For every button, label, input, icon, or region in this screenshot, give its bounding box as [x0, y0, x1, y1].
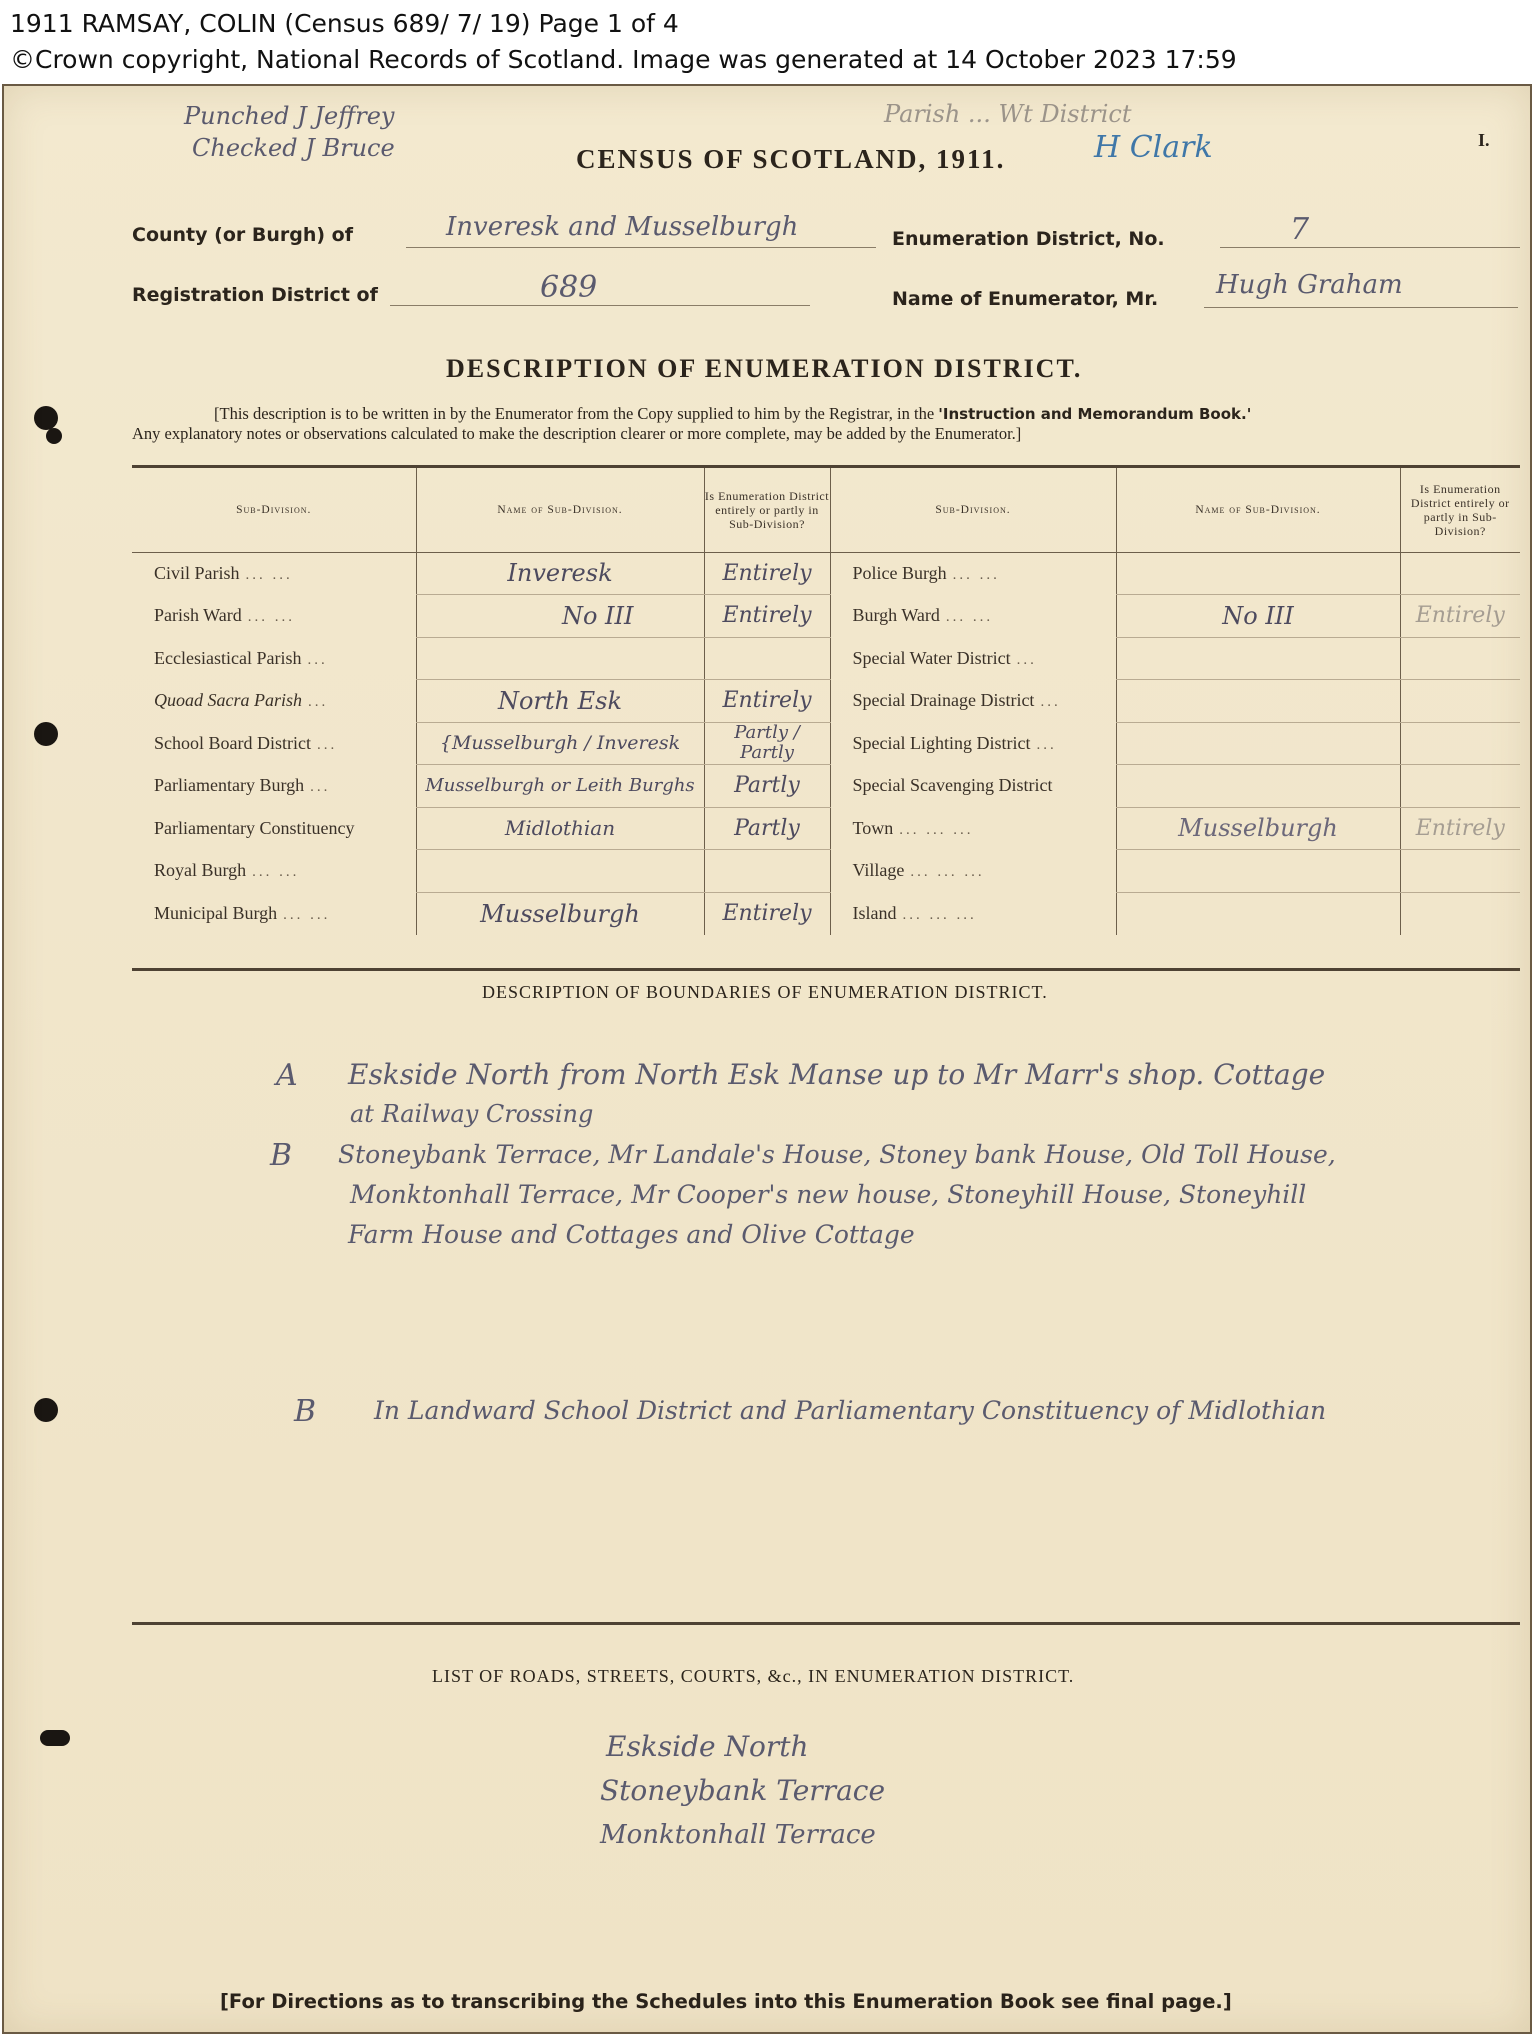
- row-status-right: [1400, 552, 1520, 595]
- faint-annotation: Parish ... Wt District: [884, 100, 1132, 128]
- col-is-entirely-right: Is Enumeration District entirely or partly in Sub-Division?: [1400, 468, 1520, 552]
- row-status: [704, 850, 830, 893]
- row-name: Midlothian: [416, 807, 704, 850]
- row-label: Royal Burgh ... ...: [154, 860, 300, 881]
- col-is-entirely: Is Enumeration District entirely or partly in Sub-Division?: [704, 468, 830, 552]
- row-status-right: Entirely: [1400, 595, 1520, 638]
- row-name: No III: [416, 595, 704, 638]
- row-label-right: Police Burgh ... ...: [830, 552, 1116, 595]
- row-name: {Musselburgh / Inveresk: [416, 722, 704, 765]
- table-bottom-rule: [132, 968, 1520, 971]
- table-row: [132, 637, 1520, 680]
- row-name: Inveresk: [416, 552, 704, 595]
- checked-note: Checked J Bruce: [192, 134, 395, 162]
- table-row: [132, 680, 1520, 723]
- row-label: Civil Parish ... ...: [154, 563, 293, 583]
- row-name-right: [1116, 680, 1400, 723]
- image-header: [0, 0, 1536, 84]
- sub-division-table: [132, 468, 1520, 935]
- row-name-right: Musselburgh: [1116, 807, 1400, 850]
- table-row: [132, 765, 1520, 808]
- enumerator-value: Hugh Graham: [1204, 270, 1518, 308]
- row-name-right: [1116, 722, 1400, 765]
- page-number: I.: [1478, 130, 1490, 150]
- col-sub-division: Sub-Division.: [132, 468, 416, 552]
- instruction-book-title: 'Instruction and Memorandum Book.': [938, 405, 1252, 423]
- ed-value: 7: [1220, 212, 1520, 248]
- census-page: [2, 84, 1532, 2034]
- footer-directions: [For Directions as to transcribing the Schedules into this Enumeration Book see final page.]: [220, 1990, 1232, 2013]
- row-name-right: [1116, 892, 1400, 935]
- punch-hole: [34, 722, 58, 746]
- description-heading: DESCRIPTION OF ENUMERATION DISTRICT.: [446, 354, 1083, 383]
- boundary-letter-b2: B: [294, 1394, 317, 1429]
- row-status-right: [1400, 850, 1520, 893]
- row-label-right: Special Scavenging District: [830, 765, 1116, 808]
- col-sub-division-right: Sub-Division.: [830, 468, 1116, 552]
- row-name-right: [1116, 850, 1400, 893]
- row-label: Quoad Sacra Parish ...: [154, 690, 329, 711]
- row-name: Musselburgh: [416, 892, 704, 935]
- row-status: Partly / Partly: [704, 722, 830, 765]
- row-status-right: [1400, 680, 1520, 723]
- boundary-letter-a: A: [276, 1058, 298, 1093]
- boundary-b-line-1: Stoneybank Terrace, Mr Landale's House, Stoney bank House, Old Toll House,: [338, 1140, 1336, 1169]
- row-status-right: [1400, 892, 1520, 935]
- table-row: [132, 552, 1520, 595]
- row-label-right: Special Lighting District ...: [830, 722, 1116, 765]
- row-label: Parliamentary Burgh ...: [154, 775, 331, 796]
- row-status-right: [1400, 722, 1520, 765]
- enumerator-label: Name of Enumerator, Mr.: [892, 288, 1159, 310]
- boundary-letter-b: B: [270, 1138, 293, 1173]
- road-item: Stoneybank Terrace: [600, 1774, 886, 1807]
- header-line-2: ©Crown copyright, National Records of Scotland. Image was generated at 14 October 2023 17:59: [10, 45, 1237, 74]
- boundary-b-line-3: Farm House and Cottages and Olive Cottage: [348, 1220, 915, 1249]
- row-status: [704, 637, 830, 680]
- row-status: Partly: [704, 765, 830, 808]
- table-row: [132, 850, 1520, 893]
- punch-hole: [40, 1730, 70, 1746]
- row-status: Entirely: [704, 892, 830, 935]
- row-label-right: Island ... ... ...: [830, 892, 1116, 935]
- row-label: Ecclesiastical Parish ...: [154, 647, 328, 668]
- roads-heading: LIST OF ROADS, STREETS, COURTS, &c., IN ENUMERATION DISTRICT.: [432, 1666, 1075, 1686]
- county-value: Inveresk and Musselburgh: [406, 212, 876, 248]
- registration-label: Registration District of: [132, 284, 378, 306]
- col-name-of-sub-division-right: Name of Sub-Division.: [1116, 468, 1400, 552]
- roads-top-rule: [132, 1622, 1520, 1625]
- row-status: Entirely: [704, 552, 830, 595]
- census-title: CENSUS OF SCOTLAND, 1911.: [576, 144, 1006, 174]
- row-label-right: Village ... ... ...: [830, 850, 1116, 893]
- punch-hole: [34, 406, 58, 430]
- row-name-right: No III: [1116, 595, 1400, 638]
- table-header-row: [132, 468, 1520, 552]
- row-name: North Esk: [416, 680, 704, 723]
- row-label: Municipal Burgh ... ...: [154, 902, 331, 923]
- row-label-right: Town ... ... ...: [830, 807, 1116, 850]
- punch-hole: [46, 428, 62, 444]
- instruction-line-2: Any explanatory notes or observations calculated to make the description clearer or more complete, may be added by the Enumerator.]: [132, 424, 1022, 443]
- boundary-a-line-2: at Railway Crossing: [350, 1100, 594, 1128]
- ed-label: Enumeration District, No.: [892, 228, 1165, 250]
- row-name-right: [1116, 765, 1400, 808]
- row-label-right: Special Water District ...: [830, 637, 1116, 680]
- row-label-right: Special Drainage District ...: [830, 680, 1116, 723]
- row-label: Parliamentary Constituency: [154, 817, 355, 838]
- table-row: [132, 892, 1520, 935]
- punch-hole: [34, 1398, 58, 1422]
- row-label-right: Burgh Ward ... ...: [830, 595, 1116, 638]
- table-row: [132, 722, 1520, 765]
- punched-note: Punched J Jeffrey: [184, 102, 395, 130]
- clark-annotation: H Clark: [1094, 130, 1213, 165]
- county-label: County (or Burgh) of: [132, 224, 353, 246]
- boundaries-heading: DESCRIPTION OF BOUNDARIES OF ENUMERATION DISTRICT.: [482, 982, 1048, 1002]
- table-row: [132, 595, 1520, 638]
- col-name-of-sub-division: Name of Sub-Division.: [416, 468, 704, 552]
- row-status-right: [1400, 765, 1520, 808]
- row-status: Entirely: [704, 680, 830, 723]
- row-name-right: [1116, 552, 1400, 595]
- road-item: Eskside North: [606, 1730, 809, 1763]
- header-line-1: 1911 RAMSAY, COLIN (Census 689/ 7/ 19) Page 1 of 4: [10, 9, 679, 38]
- row-name: [416, 637, 704, 680]
- row-status-right: [1400, 637, 1520, 680]
- registration-value: 689: [390, 270, 810, 306]
- row-name: [416, 850, 704, 893]
- boundary-a-line-1: Eskside North from North Esk Manse up to Mr Marr's shop. Cottage: [348, 1058, 1326, 1091]
- road-item: Monktonhall Terrace: [600, 1820, 876, 1850]
- boundary-b2-line: In Landward School District and Parliamentary Constituency of Midlothian: [374, 1396, 1327, 1425]
- row-status: Entirely: [704, 595, 830, 638]
- row-status: Partly: [704, 807, 830, 850]
- table-row: [132, 807, 1520, 850]
- row-status-right: Entirely: [1400, 807, 1520, 850]
- boundary-b-line-2: Monktonhall Terrace, Mr Cooper's new house, Stoneyhill House, Stoneyhill: [350, 1180, 1307, 1209]
- row-name-right: [1116, 637, 1400, 680]
- instruction-line-1: [214, 404, 1251, 424]
- row-label: School Board District ...: [154, 732, 338, 753]
- row-name: Musselburgh or Leith Burghs: [416, 765, 704, 808]
- instruction-text: [This description is to be written in by the Enumerator from the Copy supplied to him by the Registrar, in the: [214, 404, 935, 423]
- row-label: Parish Ward ... ...: [154, 605, 295, 626]
